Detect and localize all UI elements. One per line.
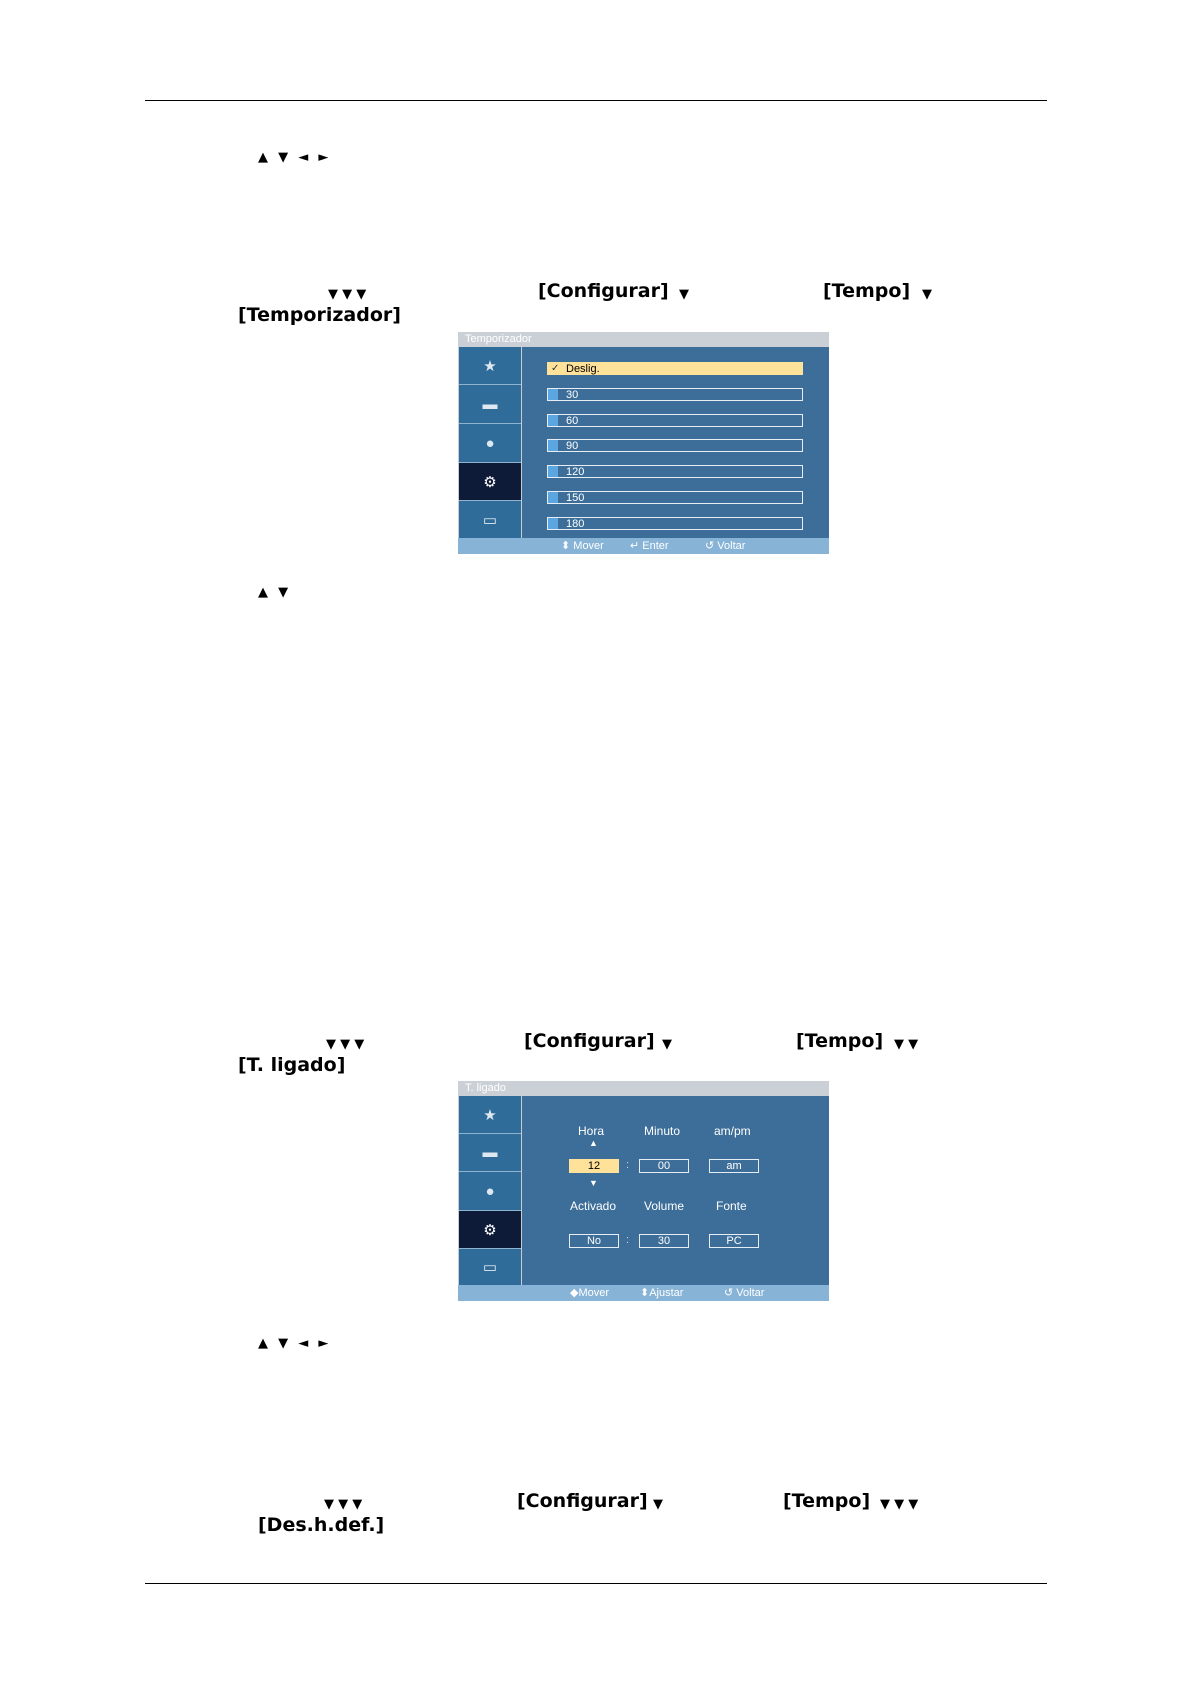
hour-up-icon[interactable]: ▲ xyxy=(589,1138,598,1148)
volume-label: Volume xyxy=(644,1199,685,1213)
option-marker xyxy=(548,440,558,451)
nav-arrows-3: ▲ ▼ ◄ ► xyxy=(258,1336,332,1351)
osd-timer-footer xyxy=(458,538,829,554)
osd-on-timer-menu xyxy=(458,1081,829,1301)
timer-option-label: 180 xyxy=(566,518,585,530)
channel-icon[interactable]: ● xyxy=(459,424,521,463)
source-label: Fonte xyxy=(716,1199,747,1213)
hour-label: Hora xyxy=(578,1124,605,1138)
header-rule xyxy=(145,100,1047,101)
hour-down-icon[interactable]: ▼ xyxy=(589,1178,598,1188)
osd-on-timer-body xyxy=(458,1096,829,1285)
timer-option-label: Deslig. xyxy=(566,363,600,375)
instruction-2-submenu: [Tempo] xyxy=(796,1030,884,1052)
instruction-1 xyxy=(238,280,998,324)
activated-label: Activado xyxy=(570,1199,617,1213)
instruction-3 xyxy=(238,1490,998,1534)
option-marker xyxy=(548,466,558,477)
sound-icon[interactable]: ▬ xyxy=(459,385,521,424)
instruction-2-arrows-b: ▼ xyxy=(662,1037,672,1052)
timer-option[interactable] xyxy=(547,491,803,504)
instruction-2-menu: [Configurar] xyxy=(524,1030,655,1052)
instruction-2-item: [T. ligado] xyxy=(238,1054,346,1076)
minute-field[interactable]: 00 xyxy=(639,1159,689,1173)
timer-option[interactable] xyxy=(547,362,803,375)
setup-gear-icon[interactable]: ⚙ xyxy=(459,1211,521,1249)
move-hint: ◆Mover xyxy=(570,1287,610,1299)
input-icon[interactable]: ▭ xyxy=(459,1249,521,1286)
timer-option[interactable] xyxy=(547,414,803,427)
option-marker xyxy=(548,518,558,529)
ampm-label: am/pm xyxy=(714,1124,751,1138)
timer-option-label: 60 xyxy=(566,415,579,427)
volume-field[interactable]: 30 xyxy=(639,1234,689,1248)
check-icon: ✓ xyxy=(551,363,560,374)
instruction-1-menu: [Configurar] xyxy=(538,280,669,302)
instruction-2 xyxy=(238,1030,998,1074)
instruction-1-arrows-a: ▼ ▼ ▼ xyxy=(328,287,367,302)
move-hint: ⬍ Mover xyxy=(561,540,604,552)
back-hint: ↺ Voltar xyxy=(705,540,746,552)
timer-option[interactable] xyxy=(547,517,803,530)
osd-timer-menu xyxy=(458,332,829,554)
timer-option-label: 30 xyxy=(566,389,579,401)
osd-on-timer-footer xyxy=(458,1285,829,1301)
instruction-1-item: [Temporizador] xyxy=(238,304,401,326)
instruction-3-submenu: [Tempo] xyxy=(783,1490,871,1512)
sound-icon[interactable]: ▬ xyxy=(459,1134,521,1172)
osd-timer-body xyxy=(458,347,829,538)
option-marker xyxy=(548,492,558,503)
instruction-1-arrows-c: ▼ xyxy=(922,287,932,302)
osd-timer-title: Temporizador xyxy=(458,332,829,347)
timer-option[interactable] xyxy=(547,388,803,401)
timer-option-label: 150 xyxy=(566,492,585,504)
picture-star-icon[interactable]: ★ xyxy=(459,1096,521,1134)
setup-gear-icon[interactable]: ⚙ xyxy=(459,463,521,501)
osd-timer-sidebar xyxy=(458,347,522,538)
nav-arrows-1: ▲ ▼ ◄ ► xyxy=(258,150,332,165)
channel-icon[interactable]: ● xyxy=(459,1172,521,1211)
source-field[interactable]: PC xyxy=(709,1234,759,1248)
instruction-2-arrows-a: ▼ ▼ ▼ xyxy=(326,1037,365,1052)
timer-option-label: 120 xyxy=(566,466,585,478)
adjust-hint: ⬍Ajustar xyxy=(640,1287,684,1299)
instruction-3-menu: [Configurar] xyxy=(517,1490,648,1512)
timer-option-label: 90 xyxy=(566,440,579,452)
timer-option[interactable] xyxy=(547,439,803,452)
instruction-3-arrows-a: ▼ ▼ ▼ xyxy=(324,1497,363,1512)
instruction-3-item: [Des.h.def.] xyxy=(258,1514,385,1536)
instruction-3-arrows-c: ▼ ▼ ▼ xyxy=(880,1497,919,1512)
osd-on-timer-sidebar xyxy=(458,1096,522,1285)
enter-hint: ↵ Enter xyxy=(630,540,669,552)
option-marker xyxy=(548,389,558,400)
timer-option[interactable] xyxy=(547,465,803,478)
osd-on-timer-title: T. ligado xyxy=(458,1081,829,1096)
footer-rule xyxy=(145,1583,1047,1584)
nav-arrows-2: ▲ ▼ xyxy=(258,585,292,600)
picture-star-icon[interactable]: ★ xyxy=(459,347,521,385)
instruction-2-arrows-c: ▼ ▼ xyxy=(894,1037,919,1052)
option-marker xyxy=(548,415,558,426)
hour-field[interactable]: 12 xyxy=(569,1159,619,1173)
ampm-field[interactable]: am xyxy=(709,1159,759,1173)
time-separator: : xyxy=(626,1159,630,1171)
setting-separator: : xyxy=(626,1234,630,1246)
activated-field[interactable]: No xyxy=(569,1234,619,1248)
instruction-1-submenu: [Tempo] xyxy=(823,280,911,302)
instruction-1-arrows-b: ▼ xyxy=(679,287,689,302)
input-icon[interactable]: ▭ xyxy=(459,501,521,539)
back-hint: ↺ Voltar xyxy=(724,1287,765,1299)
instruction-3-arrows-b: ▼ xyxy=(653,1497,663,1512)
minute-label: Minuto xyxy=(644,1124,681,1138)
